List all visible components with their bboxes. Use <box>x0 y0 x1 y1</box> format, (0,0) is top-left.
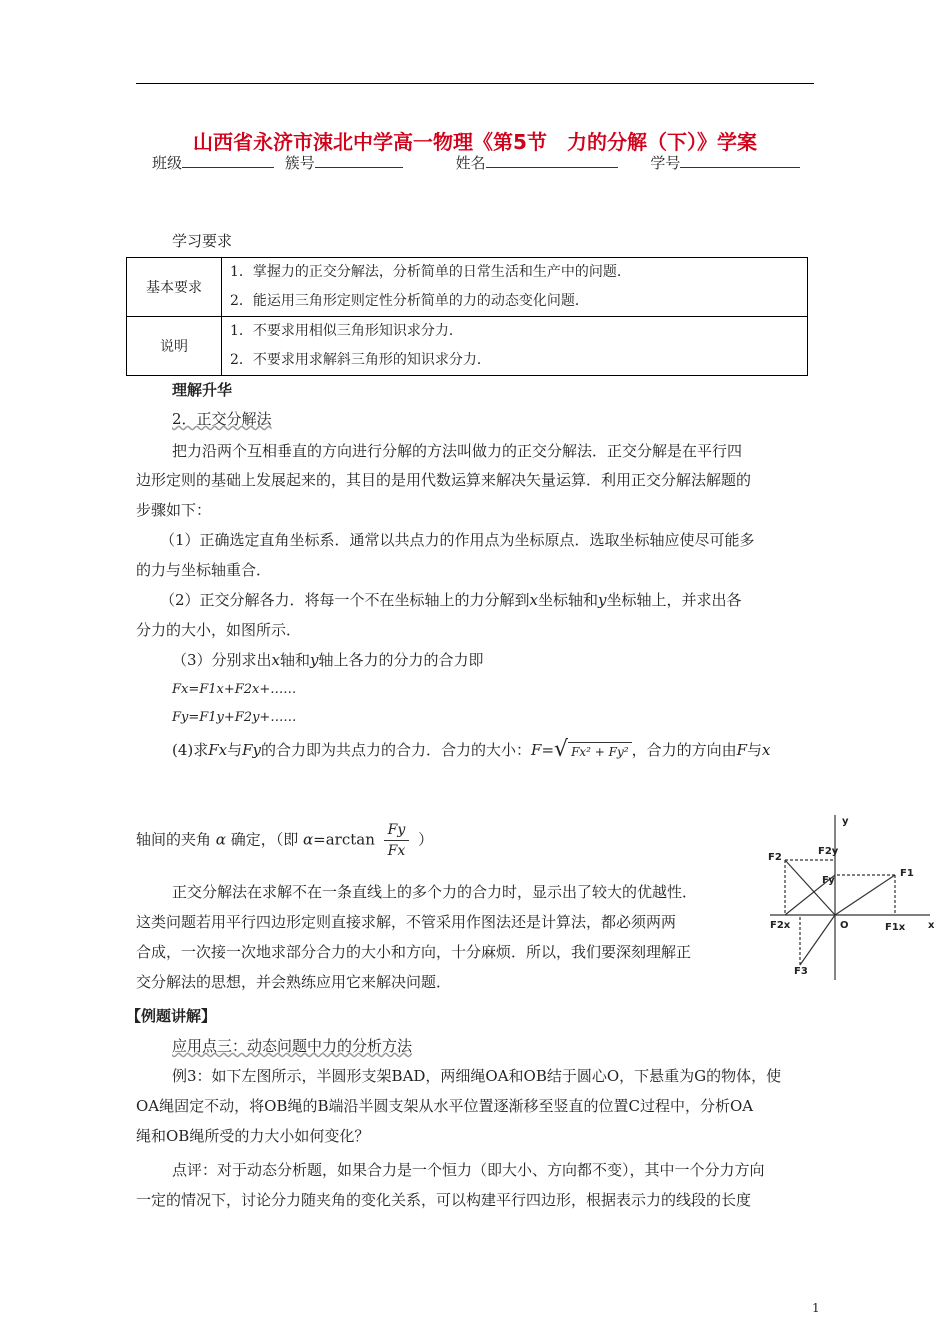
label-f1x: F1x <box>885 922 906 933</box>
text-span: （2）正交分解各力．将每一个不在坐标轴上的力分解到 <box>160 591 530 609</box>
var-alpha: α <box>303 830 314 849</box>
fraction-numerator: Fy <box>384 820 410 841</box>
page-title: 山西省永济市涑北中学高一物理《第5节 力的分解（下）》学案 <box>193 130 757 154</box>
text-span: 轴上各力的分力的合力即 <box>318 651 484 669</box>
paragraph-line: 这类问题若用平行四边形定则直接求解，不管采用作图法还是计算法，都必须两两 <box>136 913 677 931</box>
examples-heading: 【例题讲解】 <box>126 1007 217 1025</box>
requirements-table <box>126 257 808 376</box>
text-span: 轴和 <box>280 651 311 669</box>
application-point: 应用点三：动态问题中力的分析方法 <box>172 1037 413 1055</box>
step-2-line: 分力的大小，如图所示． <box>136 621 302 639</box>
paragraph-line: 合成，一次接一次地求部分合力的大小和方向，十分麻烦．所以，我们要深刻理解正 <box>136 943 692 961</box>
fraction-denominator: Fx <box>387 843 406 859</box>
name-label: 姓名 <box>455 154 486 172</box>
text-span: ，合力的方向由 <box>631 741 737 759</box>
equation-fy: Fy=F1y+F2y+…… <box>172 710 297 725</box>
label-x: x <box>928 920 935 931</box>
step-1-line: 的力与坐标轴重合． <box>136 561 272 579</box>
row-items <box>222 317 808 376</box>
text-span: ） <box>418 830 434 849</box>
label-f2x: F2x <box>770 920 791 931</box>
group-blank[interactable] <box>315 153 403 168</box>
text-span: 与 <box>747 741 763 759</box>
sqrt-radicand: Fx² + Fy² <box>568 742 632 761</box>
var-f: F <box>736 741 748 759</box>
requirements-heading: 学习要求 <box>172 232 233 250</box>
label-f2: F2 <box>768 852 782 863</box>
label-origin: O <box>840 920 849 931</box>
label-f3: F3 <box>794 966 808 977</box>
label-y: y <box>842 816 849 827</box>
label-f2y: F2y <box>818 846 839 857</box>
label-fy: Fy <box>822 875 835 886</box>
label-f1: F1 <box>900 868 914 879</box>
paragraph-line: 交分解法的思想，并会熟练应用它来解决问题． <box>136 973 452 991</box>
step-2-line <box>160 590 742 610</box>
paragraph-line: 把力沿两个互相垂直的方向进行分解的方法叫做力的正交分解法．正交分解是在平行四 <box>172 442 743 460</box>
row-label: 说明 <box>127 317 222 376</box>
name-blank[interactable] <box>486 153 618 168</box>
f3-vector <box>800 915 835 965</box>
text-span: 的合力即为共点力的合力．合力的大小： <box>261 741 532 759</box>
step-4-line: (4)求Fx与Fy的合力即为共点力的合力．合力的大小：F=√ Fx² + Fy² ，合力的方向由F与x <box>172 737 771 762</box>
var-f: F <box>531 741 542 759</box>
student-info-line <box>152 153 800 173</box>
paragraph-line: 步骤如下： <box>136 501 212 519</box>
class-blank[interactable] <box>182 153 274 168</box>
class-label: 班级 <box>152 154 183 172</box>
f1-vector <box>835 875 895 915</box>
example-line: 例3：如下左图所示，半圆形支架BAD，两细绳OA和OB结于圆心O，下悬重为G的物体，使 <box>172 1067 782 1085</box>
fraction <box>384 820 410 861</box>
number-blank[interactable] <box>680 153 800 168</box>
var-x: x <box>271 651 281 669</box>
example-line: OA绳固定不动，将OB绳的B端沿半圆支架从水平位置逐渐移至竖直的位置C过程中，分析OA <box>136 1097 754 1115</box>
text-span: 坐标轴和 <box>538 591 599 609</box>
section-subheading: 2．正交分解法 <box>172 410 272 428</box>
row-label: 基本要求 <box>127 258 222 317</box>
list-item: 2．不要求用求解斜三角形的知识求分力． <box>230 352 491 368</box>
table-row <box>127 317 808 376</box>
text-span: 确定，（即 <box>230 830 299 849</box>
example-line: 绳和OB绳所受的力大小如何变化？ <box>136 1127 370 1145</box>
var-fx: Fx <box>208 741 228 759</box>
var-y: y <box>310 651 319 669</box>
table-row <box>127 258 808 317</box>
step-3-line <box>172 650 484 670</box>
top-rule <box>136 83 814 84</box>
step-1-line: （1）正确选定直角坐标系．通常以共点力的作用点为坐标原点．选取坐标轴应使尽可能多 <box>160 531 755 549</box>
section-heading: 理解升华 <box>172 381 233 399</box>
list-item: 2．能运用三角形定则定性分析简单的力的动态变化问题． <box>230 293 589 309</box>
group-label: 簇号 <box>284 154 315 172</box>
var-x: x <box>529 591 539 609</box>
text-span: 坐标轴上，并求出各 <box>606 591 742 609</box>
page-number: 1 <box>812 1301 820 1315</box>
force-decomposition-diagram <box>760 810 940 985</box>
number-label: 学号 <box>650 154 681 172</box>
comment-line: 点评：对于动态分析题，如果合力是一个恒力（即大小、方向都不变），其中一个分力方向 <box>172 1161 765 1179</box>
sqrt-expression: √ Fx² + Fy² <box>554 740 632 762</box>
list-item: 1．不要求用相似三角形知识求分力． <box>230 323 463 339</box>
var-y: y <box>598 591 607 609</box>
paragraph-line: 边形定则的基础上发展起来的，其目的是用代数运算来解决矢量运算．利用正交分解法解题的 <box>136 471 752 489</box>
list-item: 1．掌握力的正交分解法，分析简单的日常生活和生产中的问题． <box>230 264 631 280</box>
text-span: 轴间的夹角 <box>136 830 212 849</box>
text-span: （3）分别求出 <box>172 651 272 669</box>
equation-fx: Fx=F1x+F2x+…… <box>172 682 297 697</box>
text-span: =arctan <box>313 830 375 849</box>
paragraph-line: 正交分解法在求解不在一条直线上的多个力的合力时，显示出了较大的优越性． <box>172 883 698 901</box>
text-span: 与 <box>227 741 243 759</box>
row-items <box>222 258 808 317</box>
var-x: x <box>762 741 771 759</box>
angle-line <box>136 820 433 861</box>
var-alpha: α <box>215 830 226 849</box>
f2-vector <box>785 860 835 915</box>
comment-line: 一定的情况下，讨论分力随夹角的变化关系，可以构建平行四边形，根据表示力的线段的长度 <box>136 1191 752 1209</box>
var-fy: Fy <box>242 741 262 759</box>
text-span: (4)求 <box>172 741 209 759</box>
